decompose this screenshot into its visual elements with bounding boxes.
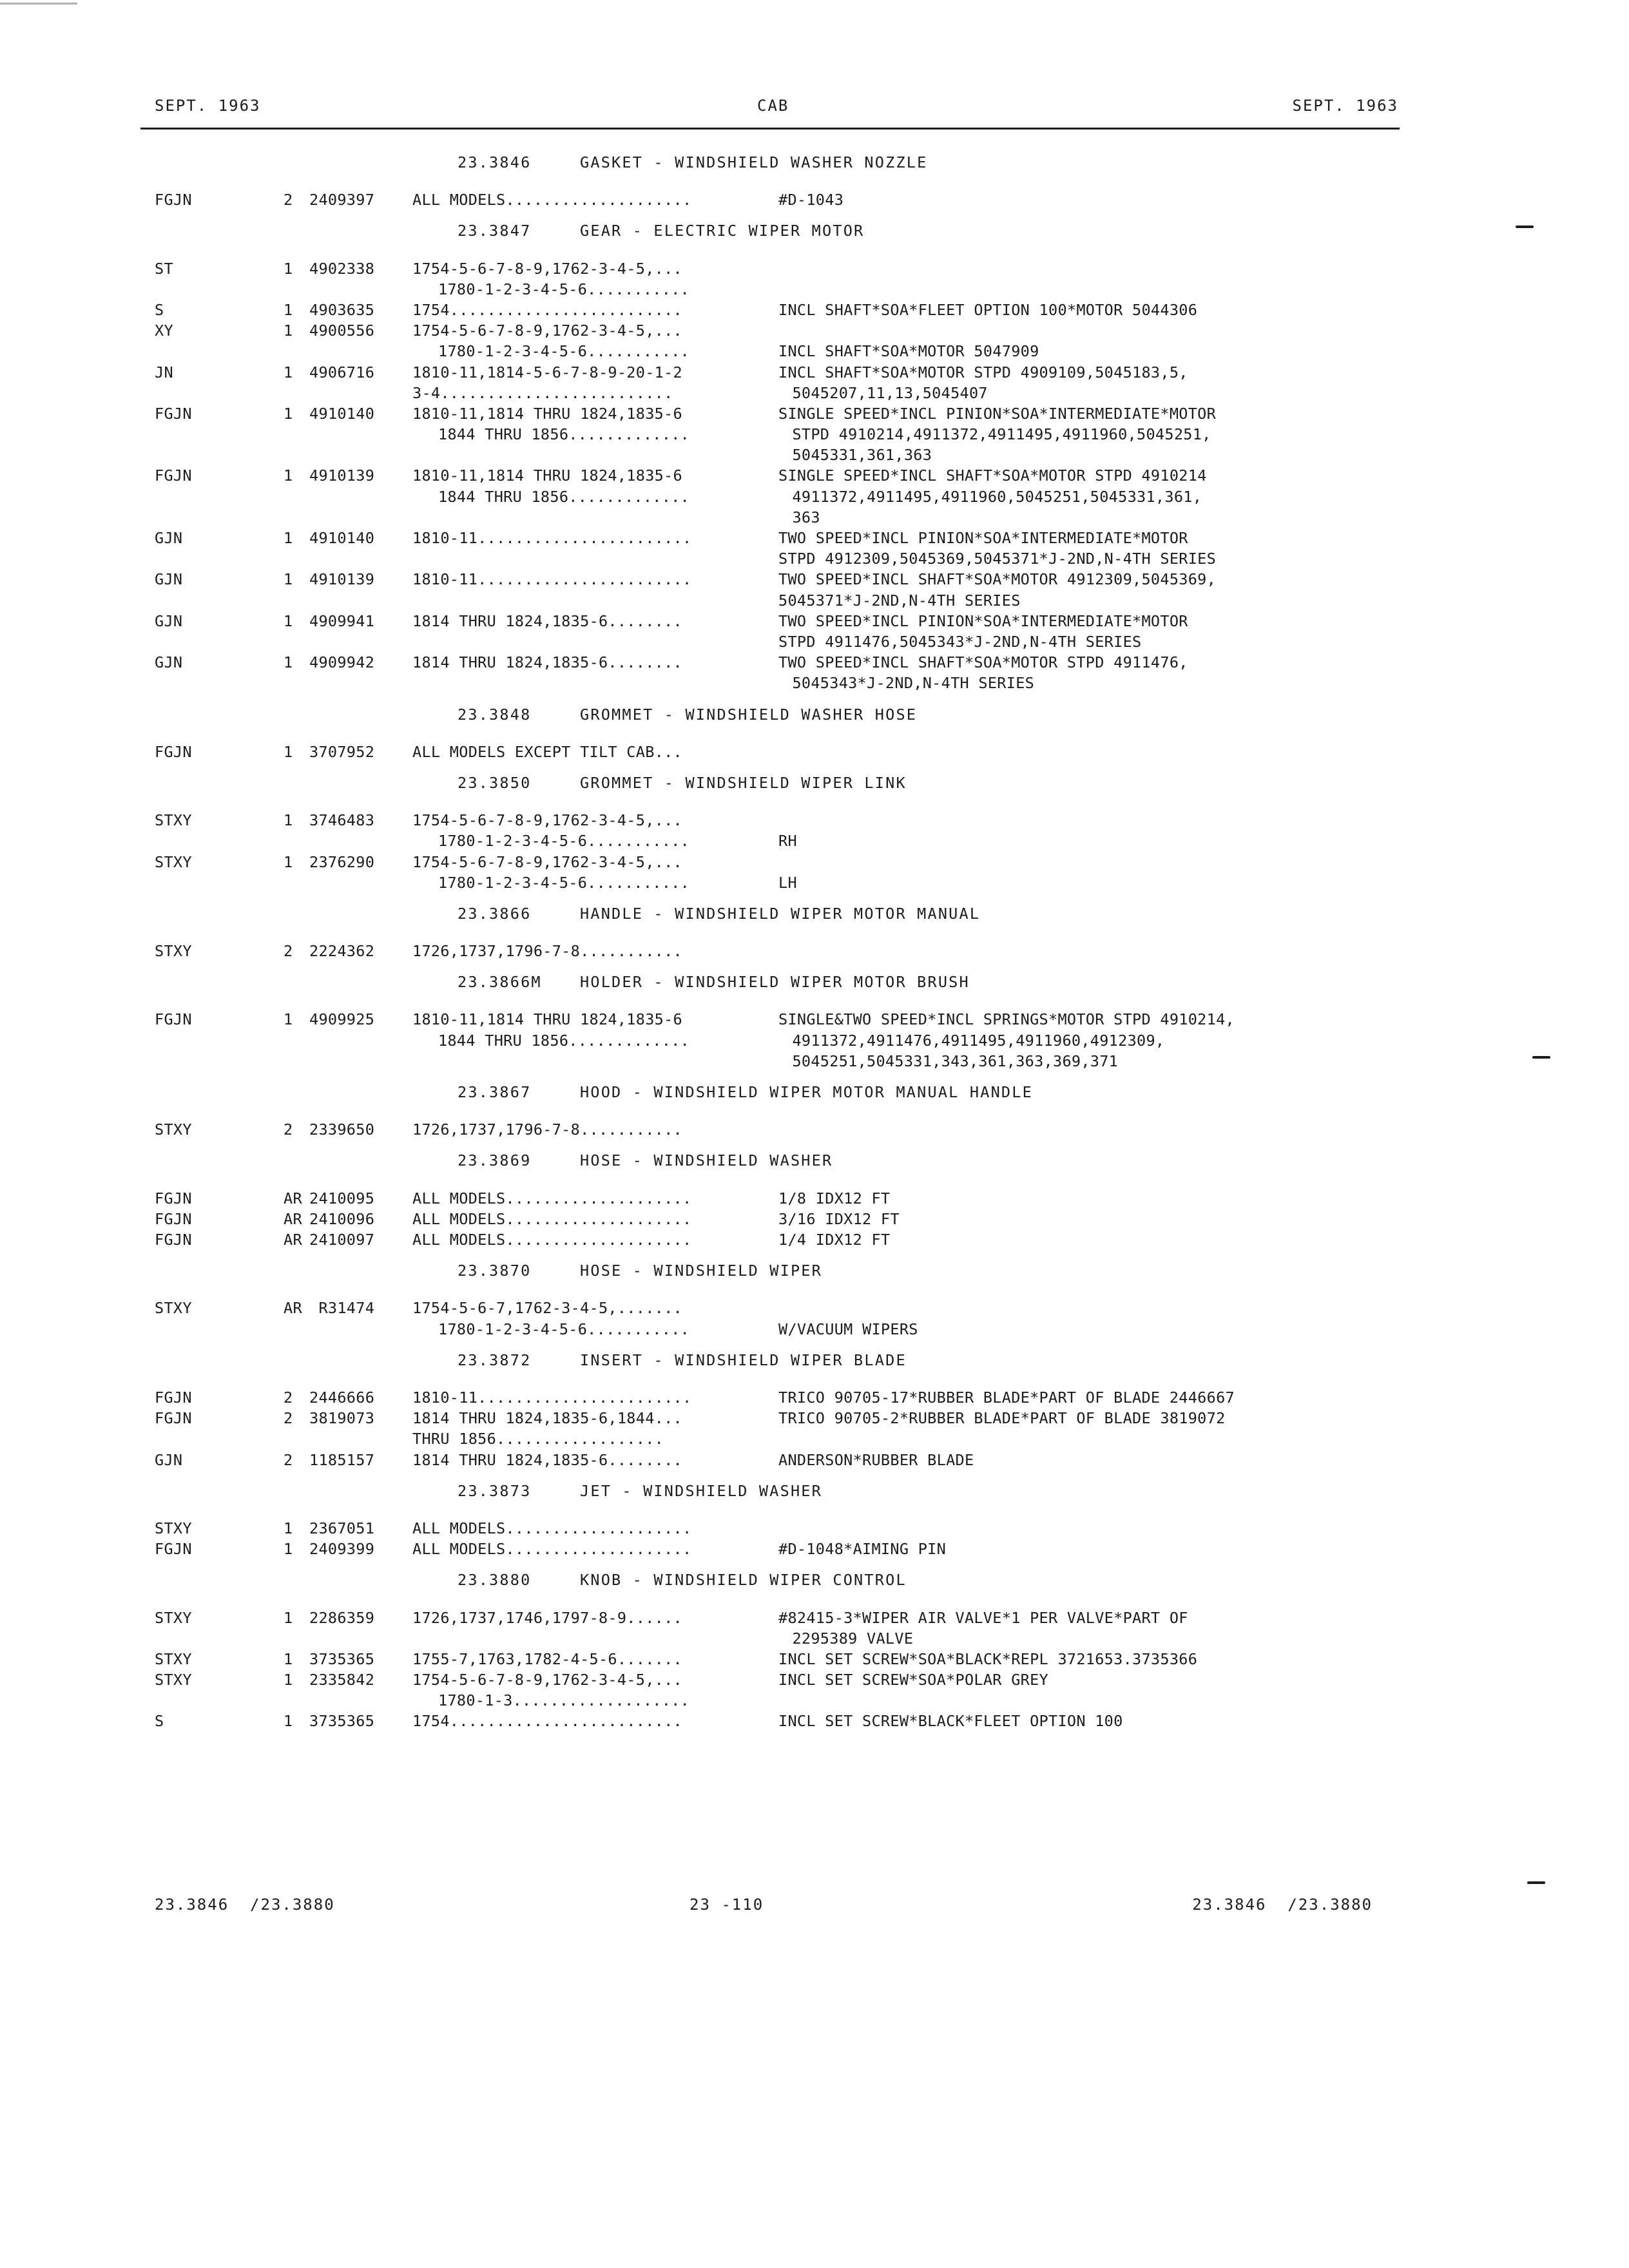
- part-entry: [155, 320, 1469, 361]
- section-number: 23.3866M: [458, 973, 542, 992]
- part-entry-line: [155, 831, 1469, 851]
- parts-list: [155, 152, 1469, 1732]
- model-code: FGJN: [155, 742, 192, 761]
- part-entry-line: [155, 1669, 1469, 1690]
- applicable-models: 1780-1-3...................: [438, 1691, 690, 1710]
- part-note: INCL SHAFT*SOA*FLEET OPTION 100*MOTOR 5044306: [778, 300, 1198, 319]
- applicable-models: 1726,1737,1796-7-8...........: [412, 1120, 682, 1139]
- header-divider: [140, 128, 1400, 130]
- model-code: STXY: [155, 1649, 192, 1668]
- quantity: 1: [284, 322, 293, 340]
- part-entry: [155, 1119, 1469, 1140]
- model-code: GJN: [155, 653, 183, 672]
- applicable-models: 1844 THRU 1856.............: [438, 487, 690, 506]
- part-entry-line: [155, 1209, 1469, 1229]
- part-entry-line: [155, 1051, 1469, 1072]
- quantity: 2: [284, 1450, 293, 1469]
- section-heading: [155, 704, 1469, 725]
- section-heading: [155, 1481, 1469, 1501]
- part-note: TWO SPEED*INCL PINION*SOA*INTERMEDIATE*MOTOR: [778, 529, 1188, 548]
- part-note: 5045343*J-2ND,N-4TH SERIES: [783, 674, 1035, 693]
- applicable-models: 1754.........................: [412, 1712, 682, 1731]
- model-code: STXY: [155, 852, 192, 871]
- part-entry-line: [155, 1428, 1469, 1449]
- part-number: 4906716: [309, 363, 375, 381]
- applicable-models: ALL MODELS....................: [412, 191, 692, 209]
- part-entry: [155, 528, 1469, 569]
- section-number: 23.3872: [458, 1350, 532, 1369]
- section-title: GROMMET - WINDSHIELD WASHER HOSE: [580, 705, 918, 724]
- part-entry-line: [155, 445, 1469, 465]
- part-entry-line: [155, 1319, 1469, 1340]
- applicable-models: 1755-7,1763,1782-4-5-6.......: [412, 1649, 682, 1668]
- model-code: STXY: [155, 942, 192, 961]
- section-title: GROMMET - WINDSHIELD WIPER LINK: [580, 773, 907, 792]
- part-entry-line: [155, 1608, 1469, 1628]
- part-note: 5045207,11,13,5045407: [783, 383, 988, 402]
- section-number: 23.3880: [458, 1571, 532, 1590]
- part-number: 4910139: [309, 570, 375, 589]
- part-entry: [155, 742, 1469, 762]
- part-note: 5045331,361,363: [783, 446, 932, 465]
- part-note: STPD 4911476,5045343*J-2ND,N-4TH SERIES: [778, 632, 1142, 651]
- applicable-models: 1780-1-2-3-4-5-6...........: [438, 1320, 690, 1338]
- part-entry: [155, 189, 1469, 210]
- part-number: 2409399: [309, 1540, 375, 1559]
- part-note: SINGLE SPEED*INCL PINION*SOA*INTERMEDIATE*MOTOR: [778, 404, 1217, 423]
- part-number: 2410096: [309, 1209, 375, 1228]
- part-note: TRICO 90705-2*RUBBER BLADE*PART OF BLADE 3819072: [778, 1409, 1226, 1428]
- applicable-models: ALL MODELS....................: [412, 1540, 692, 1559]
- header-date-left: SEPT. 1963: [155, 97, 261, 115]
- part-entry: [155, 403, 1469, 466]
- quantity: 1: [284, 404, 293, 423]
- model-code: FGJN: [155, 191, 192, 209]
- part-entry: [155, 300, 1469, 320]
- part-entry-line: [155, 1298, 1469, 1318]
- part-number: 2446666: [309, 1388, 375, 1407]
- part-entry-line: [155, 465, 1469, 486]
- margin-mark: [1516, 226, 1534, 228]
- part-entry: [155, 1669, 1469, 1711]
- quantity: 1: [284, 653, 293, 672]
- part-entry: [155, 941, 1469, 961]
- margin-mark: [1527, 1881, 1545, 1884]
- part-number: 4903635: [309, 300, 375, 319]
- part-note: SINGLE&TWO SPEED*INCL SPRINGS*MOTOR STPD 4910214,: [778, 1010, 1235, 1029]
- applicable-models: 1810-11,1814 THRU 1824,1835-6: [412, 1010, 682, 1029]
- applicable-models: ALL MODELS EXCEPT TILT CAB...: [412, 742, 682, 761]
- quantity: 1: [284, 742, 293, 761]
- applicable-models: 1844 THRU 1856.............: [438, 425, 690, 444]
- part-entry: [155, 1298, 1469, 1339]
- model-code: GJN: [155, 611, 183, 630]
- section-title: HOSE - WINDSHIELD WIPER: [580, 1262, 823, 1280]
- part-number: R31474: [309, 1299, 375, 1318]
- part-number: 4910139: [309, 466, 375, 485]
- applicable-models: 1780-1-2-3-4-5-6...........: [438, 342, 690, 361]
- quantity: AR: [284, 1209, 302, 1228]
- part-entry-line: [155, 548, 1469, 569]
- part-entry: [155, 1408, 1469, 1449]
- part-entry-line: [155, 362, 1469, 383]
- scan-mark: [0, 3, 77, 5]
- quantity: 1: [284, 1712, 293, 1731]
- applicable-models: 1780-1-2-3-4-5-6...........: [438, 873, 690, 892]
- part-number: 3819073: [309, 1409, 375, 1428]
- quantity: 1: [284, 611, 293, 630]
- model-code: FGJN: [155, 1010, 192, 1029]
- part-number: 3735365: [309, 1649, 375, 1668]
- model-code: S: [155, 300, 164, 319]
- part-entry-line: [155, 507, 1469, 528]
- part-number: 2286359: [309, 1608, 375, 1627]
- part-note: INCL SET SCREW*SOA*POLAR GREY: [778, 1671, 1048, 1689]
- section-heading: [155, 773, 1469, 793]
- quantity: AR: [284, 1299, 302, 1318]
- applicable-models: 1726,1737,1796-7-8...........: [412, 942, 682, 961]
- margin-mark: [1532, 1056, 1550, 1059]
- applicable-models: 1726,1737,1746,1797-8-9......: [412, 1608, 682, 1627]
- applicable-models: ALL MODELS....................: [412, 1209, 692, 1228]
- part-entry: [155, 1450, 1469, 1470]
- applicable-models: 1810-11,1814 THRU 1824,1835-6: [412, 404, 682, 423]
- applicable-models: ALL MODELS....................: [412, 1189, 692, 1207]
- part-note: TWO SPEED*INCL PINION*SOA*INTERMEDIATE*MOTOR: [778, 611, 1188, 630]
- footer-range-left: 23.3846 /23.3880: [155, 1896, 335, 1914]
- part-number: 4909941: [309, 611, 375, 630]
- part-entry: [155, 1229, 1469, 1250]
- section-heading: [155, 1260, 1469, 1281]
- quantity: 1: [284, 300, 293, 319]
- applicable-models: 1810-11.......................: [412, 529, 692, 548]
- part-note: ANDERSON*RUBBER BLADE: [778, 1450, 974, 1469]
- section-number: 23.3870: [458, 1262, 532, 1280]
- part-note: 363: [783, 508, 820, 526]
- quantity: 1: [284, 852, 293, 871]
- part-entry: [155, 1539, 1469, 1559]
- model-code: JN: [155, 363, 173, 381]
- applicable-models: 3-4.........................: [412, 383, 673, 402]
- part-number: 3707952: [309, 742, 375, 761]
- part-entry-line: [155, 1387, 1469, 1408]
- part-number: 4909942: [309, 653, 375, 672]
- part-entry-line: [155, 1450, 1469, 1470]
- model-code: FGJN: [155, 1189, 192, 1207]
- part-entry-line: [155, 1030, 1469, 1051]
- part-entry-line: [155, 528, 1469, 548]
- applicable-models: 1754-5-6-7-8-9,1762-3-4-5,...: [412, 322, 682, 340]
- quantity: 1: [284, 363, 293, 381]
- part-entry-line: [155, 611, 1469, 631]
- part-entry-line: [155, 1408, 1469, 1428]
- quantity: 1: [284, 1519, 293, 1537]
- section-number: 23.3847: [458, 222, 532, 240]
- section-title: GASKET - WINDSHIELD WASHER NOZZLE: [580, 153, 928, 171]
- part-entry-line: [155, 673, 1469, 693]
- part-note: INCL SET SCREW*SOA*BLACK*REPL 3721653.3735366: [778, 1649, 1198, 1668]
- applicable-models: 1810-11.......................: [412, 570, 692, 589]
- part-entry-line: [155, 590, 1469, 611]
- footer-page-number: 23 -110: [689, 1896, 764, 1914]
- section-number: 23.3850: [458, 773, 532, 792]
- model-code: XY: [155, 322, 173, 340]
- part-note: 1/8 IDX12 FT: [778, 1189, 891, 1207]
- model-code: GJN: [155, 570, 183, 589]
- part-entry-line: [155, 631, 1469, 652]
- quantity: 2: [284, 1388, 293, 1407]
- part-number: 4910140: [309, 404, 375, 423]
- applicable-models: 1844 THRU 1856.............: [438, 1031, 690, 1050]
- model-code: ST: [155, 259, 173, 278]
- part-note: 3/16 IDX12 FT: [778, 1209, 900, 1228]
- part-entry-line: [155, 1539, 1469, 1559]
- part-note: STPD 4912309,5045369,5045371*J-2ND,N-4TH SERIES: [778, 550, 1217, 568]
- part-entry: [155, 611, 1469, 652]
- quantity: 1: [284, 1010, 293, 1029]
- section-heading: [155, 1570, 1469, 1590]
- applicable-models: 1810-11,1814-5-6-7-8-9-20-1-2: [412, 363, 682, 381]
- section-number: 23.3873: [458, 1481, 532, 1500]
- quantity: 1: [284, 1540, 293, 1559]
- model-code: STXY: [155, 1608, 192, 1627]
- applicable-models: 1814 THRU 1824,1835-6........: [412, 653, 682, 672]
- part-entry-line: [155, 279, 1469, 300]
- part-entry-line: [155, 852, 1469, 872]
- part-entry-line: [155, 258, 1469, 279]
- applicable-models: 1780-1-2-3-4-5-6...........: [438, 280, 690, 298]
- model-code: FGJN: [155, 1388, 192, 1407]
- quantity: 1: [284, 259, 293, 278]
- part-note: #D-1043: [778, 191, 844, 209]
- section-number: 23.3869: [458, 1151, 532, 1170]
- part-entry: [155, 1711, 1469, 1731]
- part-number: 4910140: [309, 529, 375, 548]
- page-footer: [155, 1896, 1398, 1921]
- model-code: STXY: [155, 1120, 192, 1139]
- part-entry: [155, 810, 1469, 851]
- model-code: S: [155, 1712, 164, 1731]
- applicable-models: 1814 THRU 1824,1835-6,1844...: [412, 1409, 682, 1428]
- part-entry: [155, 1608, 1469, 1649]
- applicable-models: 1754-5-6-7-8-9,1762-3-4-5,...: [412, 852, 682, 871]
- part-note: 1/4 IDX12 FT: [778, 1231, 891, 1249]
- part-number: 2410097: [309, 1231, 375, 1249]
- part-entry: [155, 1009, 1469, 1072]
- quantity: 2: [284, 1409, 293, 1428]
- part-entry-line: [155, 1229, 1469, 1250]
- part-entry-line: [155, 1518, 1469, 1539]
- part-number: 2376290: [309, 852, 375, 871]
- applicable-models: ALL MODELS....................: [412, 1231, 692, 1249]
- part-entry-line: [155, 383, 1469, 403]
- quantity: AR: [284, 1231, 302, 1249]
- part-note: SINGLE SPEED*INCL SHAFT*SOA*MOTOR STPD 4910214: [778, 466, 1207, 485]
- applicable-models: THRU 1856..................: [412, 1430, 664, 1448]
- part-number: 4902338: [309, 259, 375, 278]
- section-title: HOSE - WINDSHIELD WASHER: [580, 1151, 833, 1170]
- part-entry-line: [155, 1009, 1469, 1030]
- part-entry-line: [155, 403, 1469, 424]
- part-note: TRICO 90705-17*RUBBER BLADE*PART OF BLADE 2446667: [778, 1388, 1235, 1407]
- section-title: KNOB - WINDSHIELD WIPER CONTROL: [580, 1571, 907, 1590]
- footer-range-right: 23.3846 /23.3880: [1192, 1896, 1373, 1914]
- part-number: 1185157: [309, 1450, 375, 1469]
- applicable-models: 1754-5-6-7-8-9,1762-3-4-5,...: [412, 811, 682, 830]
- part-entry: [155, 258, 1469, 300]
- part-note: INCL SHAFT*SOA*MOTOR 5047909: [778, 342, 1039, 361]
- part-note: 2295389 VALVE: [783, 1629, 914, 1648]
- part-entry-line: [155, 742, 1469, 762]
- model-code: FGJN: [155, 466, 192, 485]
- quantity: 1: [284, 466, 293, 485]
- section-title: INSERT - WINDSHIELD WIPER BLADE: [580, 1350, 907, 1369]
- part-entry: [155, 1518, 1469, 1539]
- part-note: STPD 4910214,4911372,4911495,4911960,5045251,: [783, 425, 1211, 444]
- section-title: HANDLE - WINDSHIELD WIPER MOTOR MANUAL: [580, 904, 981, 923]
- quantity: 2: [284, 942, 293, 961]
- part-entry: [155, 1649, 1469, 1669]
- quantity: AR: [284, 1189, 302, 1207]
- part-note: INCL SET SCREW*BLACK*FLEET OPTION 100: [778, 1712, 1123, 1731]
- part-entry-line: [155, 569, 1469, 590]
- part-entry: [155, 362, 1469, 403]
- header-section-title: CAB: [757, 97, 789, 115]
- section-title: HOOD - WINDSHIELD WIPER MOTOR MANUAL HANDLE: [580, 1083, 1033, 1102]
- part-entry-line: [155, 189, 1469, 210]
- part-entry-line: [155, 810, 1469, 831]
- part-entry: [155, 852, 1469, 893]
- part-note: 5045371*J-2ND,N-4TH SERIES: [778, 591, 1021, 610]
- part-entry: [155, 652, 1469, 693]
- part-note: W/VACUUM WIPERS: [778, 1320, 918, 1338]
- part-note: 4911372,4911495,4911960,5045251,5045331,361,: [783, 487, 1202, 506]
- part-entry-line: [155, 341, 1469, 361]
- part-number: 3746483: [309, 811, 375, 830]
- section-number: 23.3867: [458, 1083, 532, 1102]
- part-number: 4909925: [309, 1010, 375, 1029]
- section-heading: [155, 220, 1469, 241]
- part-entry-line: [155, 872, 1469, 893]
- section-heading: [155, 1350, 1469, 1370]
- section-heading: [155, 1082, 1469, 1102]
- model-code: STXY: [155, 1299, 192, 1318]
- part-number: 2339650: [309, 1120, 375, 1139]
- part-entry: [155, 569, 1469, 610]
- page-header: [155, 97, 1398, 122]
- model-code: STXY: [155, 1519, 192, 1537]
- quantity: 1: [284, 811, 293, 830]
- part-note: #D-1048*AIMING PIN: [778, 1540, 947, 1559]
- part-note: #82415-3*WIPER AIR VALVE*1 PER VALVE*PART OF: [778, 1608, 1188, 1627]
- model-code: FGJN: [155, 404, 192, 423]
- model-code: GJN: [155, 1450, 183, 1469]
- section-number: 23.3848: [458, 705, 532, 724]
- applicable-models: 1810-11,1814 THRU 1824,1835-6: [412, 466, 682, 485]
- header-date-right: SEPT. 1963: [1292, 97, 1398, 115]
- part-entry-line: [155, 1649, 1469, 1669]
- part-note: INCL SHAFT*SOA*MOTOR STPD 4909109,5045183,5,: [778, 363, 1188, 381]
- model-code: FGJN: [155, 1409, 192, 1428]
- part-number: 2224362: [309, 942, 375, 961]
- applicable-models: ALL MODELS....................: [412, 1519, 692, 1537]
- part-note: LH: [778, 873, 797, 892]
- section-heading: [155, 152, 1469, 173]
- applicable-models: 1754.........................: [412, 300, 682, 319]
- part-number: 2335842: [309, 1671, 375, 1689]
- part-entry-line: [155, 320, 1469, 341]
- part-entry: [155, 1209, 1469, 1229]
- applicable-models: 1814 THRU 1824,1835-6........: [412, 611, 682, 630]
- part-note: 5045251,5045331,343,361,363,369,371: [783, 1052, 1119, 1070]
- section-title: JET - WINDSHIELD WASHER: [580, 1481, 823, 1500]
- section-heading: [155, 972, 1469, 992]
- model-code: GJN: [155, 529, 183, 548]
- section-number: 23.3846: [458, 153, 532, 171]
- applicable-models: 1754-5-6-7-8-9,1762-3-4-5,...: [412, 1671, 682, 1689]
- part-entry-line: [155, 486, 1469, 507]
- section-heading: [155, 1150, 1469, 1171]
- part-number: 3735365: [309, 1712, 375, 1731]
- model-code: FGJN: [155, 1231, 192, 1249]
- quantity: 1: [284, 1649, 293, 1668]
- part-entry-line: [155, 424, 1469, 445]
- model-code: FGJN: [155, 1209, 192, 1228]
- part-note: 4911372,4911476,4911495,4911960,4912309,: [783, 1031, 1165, 1050]
- part-entry-line: [155, 1628, 1469, 1649]
- part-number: 2410095: [309, 1189, 375, 1207]
- part-entry: [155, 1188, 1469, 1209]
- quantity: 2: [284, 1120, 293, 1139]
- part-entry: [155, 1387, 1469, 1408]
- part-number: 4900556: [309, 322, 375, 340]
- part-note: RH: [778, 832, 797, 850]
- section-number: 23.3866: [458, 904, 532, 923]
- model-code: FGJN: [155, 1540, 192, 1559]
- quantity: 1: [284, 1608, 293, 1627]
- applicable-models: 1814 THRU 1824,1835-6........: [412, 1450, 682, 1469]
- part-number: 2367051: [309, 1519, 375, 1537]
- quantity: 1: [284, 529, 293, 548]
- applicable-models: 1754-5-6-7,1762-3-4-5,.......: [412, 1299, 682, 1318]
- part-note: TWO SPEED*INCL SHAFT*SOA*MOTOR 4912309,5045369,: [778, 570, 1217, 589]
- section-title: HOLDER - WINDSHIELD WIPER MOTOR BRUSH: [580, 973, 970, 992]
- applicable-models: 1780-1-2-3-4-5-6...........: [438, 832, 690, 850]
- part-entry-line: [155, 652, 1469, 673]
- section-heading: [155, 903, 1469, 924]
- part-entry-line: [155, 1711, 1469, 1731]
- part-number: 2409397: [309, 191, 375, 209]
- quantity: 1: [284, 570, 293, 589]
- part-entry-line: [155, 1690, 1469, 1711]
- part-entry: [155, 465, 1469, 528]
- quantity: 2: [284, 191, 293, 209]
- part-entry-line: [155, 1188, 1469, 1209]
- quantity: 1: [284, 1671, 293, 1689]
- model-code: STXY: [155, 1671, 192, 1689]
- part-entry-line: [155, 941, 1469, 961]
- part-note: TWO SPEED*INCL SHAFT*SOA*MOTOR STPD 4911476,: [778, 653, 1188, 672]
- applicable-models: 1754-5-6-7-8-9,1762-3-4-5,...: [412, 259, 682, 278]
- model-code: STXY: [155, 811, 192, 830]
- part-entry-line: [155, 300, 1469, 320]
- section-title: GEAR - ELECTRIC WIPER MOTOR: [580, 222, 865, 240]
- applicable-models: 1810-11.......................: [412, 1388, 692, 1407]
- part-entry-line: [155, 1119, 1469, 1140]
